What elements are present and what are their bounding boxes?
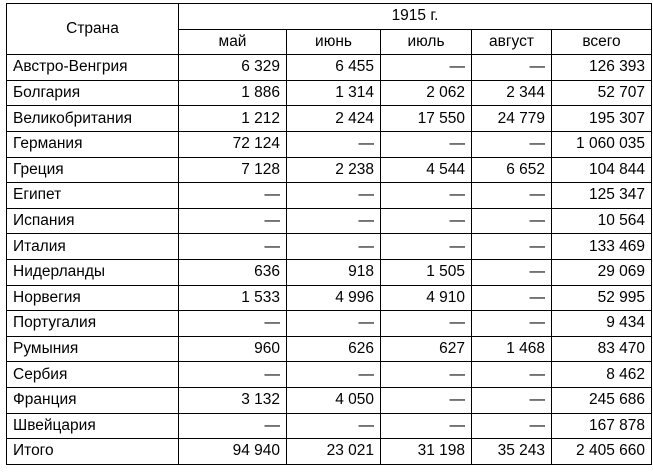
total-cell: 245 686: [552, 387, 652, 413]
country-cell: Нидерланды: [7, 259, 179, 285]
june-cell: 4 996: [287, 285, 381, 311]
table-row: [7, 336, 652, 362]
august-cell: —: [472, 259, 552, 285]
august-cell: —: [472, 285, 552, 311]
july-cell: —: [381, 413, 472, 439]
july-cell: —: [381, 387, 472, 413]
country-cell: Германия: [7, 131, 179, 157]
may-cell: 1 533: [179, 285, 287, 311]
july-cell: 2 062: [381, 80, 472, 106]
may-cell: 1 886: [179, 80, 287, 106]
total-cell: 83 470: [552, 336, 652, 362]
country-cell: Испания: [7, 208, 179, 234]
table-body: [7, 55, 652, 465]
table-row: [7, 208, 652, 234]
country-cell: Румыния: [7, 336, 179, 362]
may-cell: 1 212: [179, 106, 287, 132]
july-cell: 17 550: [381, 106, 472, 132]
may-cell: —: [179, 413, 287, 439]
total-cell: 9 434: [552, 311, 652, 337]
may-cell: 636: [179, 259, 287, 285]
table-row: [7, 413, 652, 439]
table-row: [7, 439, 652, 465]
may-cell: —: [179, 311, 287, 337]
month-header-august: август: [472, 29, 552, 55]
may-cell: 7 128: [179, 157, 287, 183]
august-cell: 35 243: [472, 439, 552, 465]
june-cell: —: [287, 311, 381, 337]
june-cell: —: [287, 131, 381, 157]
table-header: [7, 4, 652, 55]
total-header: всего: [552, 29, 652, 55]
may-cell: —: [179, 362, 287, 388]
august-cell: —: [472, 234, 552, 260]
country-cell: Великобритания: [7, 106, 179, 132]
table-row: [7, 311, 652, 337]
month-header-july: июль: [381, 29, 472, 55]
june-cell: 6 455: [287, 55, 381, 81]
august-cell: 6 652: [472, 157, 552, 183]
table-row: [7, 131, 652, 157]
total-cell: 126 393: [552, 55, 652, 81]
country-cell: Франция: [7, 387, 179, 413]
table-row: [7, 157, 652, 183]
table-row: [7, 55, 652, 81]
august-cell: —: [472, 362, 552, 388]
table-row: [7, 285, 652, 311]
august-cell: —: [472, 413, 552, 439]
table-row: [7, 362, 652, 388]
may-cell: 6 329: [179, 55, 287, 81]
june-cell: 2 424: [287, 106, 381, 132]
month-header-may: май: [179, 29, 287, 55]
june-cell: 626: [287, 336, 381, 362]
country-cell: Швейцария: [7, 413, 179, 439]
august-cell: —: [472, 55, 552, 81]
total-cell: 2 405 660: [552, 439, 652, 465]
total-cell: 133 469: [552, 234, 652, 260]
july-cell: —: [381, 183, 472, 209]
country-cell: Австро-Венгрия: [7, 55, 179, 81]
august-cell: —: [472, 208, 552, 234]
july-cell: —: [381, 234, 472, 260]
june-cell: —: [287, 234, 381, 260]
country-cell: Норвегия: [7, 285, 179, 311]
june-cell: 918: [287, 259, 381, 285]
may-cell: —: [179, 208, 287, 234]
august-cell: —: [472, 311, 552, 337]
total-cell: 167 878: [552, 413, 652, 439]
total-cell: 125 347: [552, 183, 652, 209]
total-cell: 10 564: [552, 208, 652, 234]
total-cell: 8 462: [552, 362, 652, 388]
total-cell: 52 707: [552, 80, 652, 106]
july-cell: 1 505: [381, 259, 472, 285]
june-cell: —: [287, 362, 381, 388]
country-cell: Сербия: [7, 362, 179, 388]
month-header-june: июнь: [287, 29, 381, 55]
june-cell: 23 021: [287, 439, 381, 465]
country-cell: Италия: [7, 234, 179, 260]
total-cell: 52 995: [552, 285, 652, 311]
july-cell: 4 544: [381, 157, 472, 183]
header-row-top: [7, 4, 652, 30]
may-cell: 94 940: [179, 439, 287, 465]
may-cell: 960: [179, 336, 287, 362]
july-cell: —: [381, 208, 472, 234]
july-cell: 4 910: [381, 285, 472, 311]
august-cell: —: [472, 183, 552, 209]
total-cell: 195 307: [552, 106, 652, 132]
country-cell: Греция: [7, 157, 179, 183]
country-cell: Португалия: [7, 311, 179, 337]
june-cell: 1 314: [287, 80, 381, 106]
table-row: [7, 183, 652, 209]
country-cell: Итого: [7, 439, 179, 465]
total-cell: 104 844: [552, 157, 652, 183]
may-cell: —: [179, 234, 287, 260]
july-cell: —: [381, 131, 472, 157]
may-cell: 72 124: [179, 131, 287, 157]
june-cell: —: [287, 183, 381, 209]
table-row: [7, 106, 652, 132]
table-row: [7, 387, 652, 413]
august-cell: 24 779: [472, 106, 552, 132]
table-row: [7, 259, 652, 285]
june-cell: 4 050: [287, 387, 381, 413]
august-cell: 1 468: [472, 336, 552, 362]
june-cell: —: [287, 208, 381, 234]
july-cell: 627: [381, 336, 472, 362]
may-cell: 3 132: [179, 387, 287, 413]
total-cell: 1 060 035: [552, 131, 652, 157]
august-cell: 2 344: [472, 80, 552, 106]
august-cell: —: [472, 387, 552, 413]
july-cell: —: [381, 311, 472, 337]
july-cell: —: [381, 362, 472, 388]
data-table: [6, 3, 652, 465]
july-cell: 31 198: [381, 439, 472, 465]
total-cell: 29 069: [552, 259, 652, 285]
table-row: [7, 80, 652, 106]
country-cell: Болгария: [7, 80, 179, 106]
year-header: 1915 г.: [179, 4, 652, 30]
august-cell: —: [472, 131, 552, 157]
country-cell: Египет: [7, 183, 179, 209]
country-column-header: Страна: [7, 4, 179, 55]
may-cell: —: [179, 183, 287, 209]
table-row: [7, 234, 652, 260]
july-cell: —: [381, 55, 472, 81]
june-cell: 2 238: [287, 157, 381, 183]
june-cell: —: [287, 413, 381, 439]
